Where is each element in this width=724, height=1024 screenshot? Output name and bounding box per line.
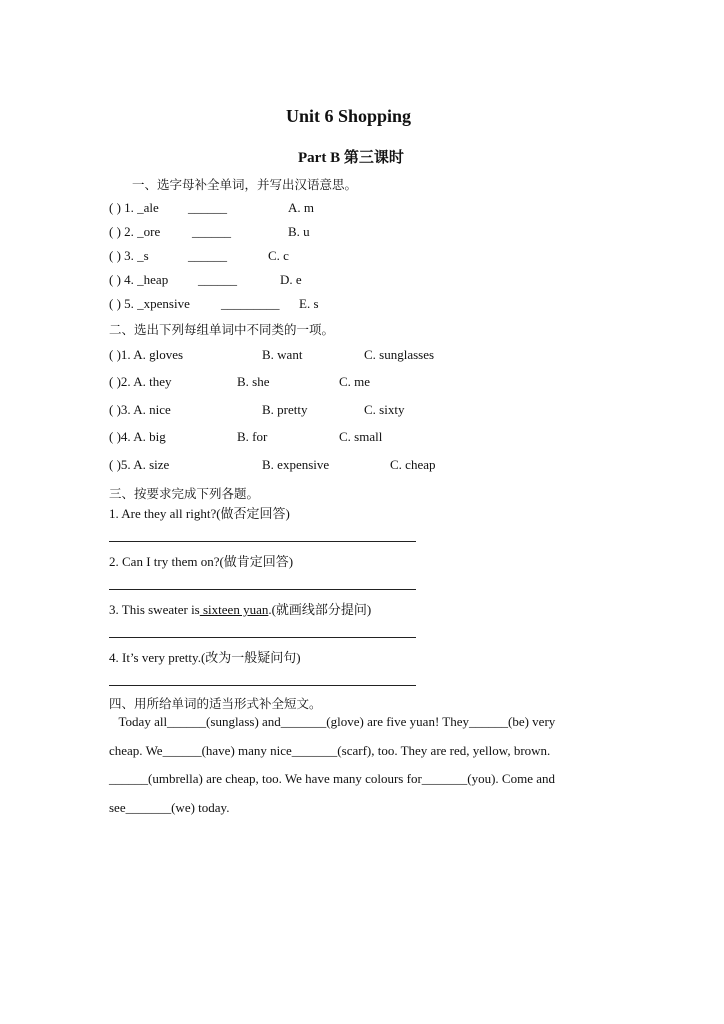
s2-item2-c: C. me (339, 374, 371, 389)
s3-q3-instruction: .(就画线部分提问) (268, 602, 372, 617)
section1-heading: 一、选字母补全单词，并写出汉语意思。 (132, 177, 358, 192)
s4-paragraph-line4: see_______(we) today. (109, 800, 230, 815)
s2-item5-c: C. cheap (390, 457, 436, 472)
s2-item4-a: ( )4. A. big (109, 429, 166, 444)
s2-item5-a: ( )5. A. size (109, 457, 170, 472)
s3-answer-line2 (109, 589, 416, 590)
s1-item2-option: B. u (288, 224, 310, 239)
section4-heading: 四、用所给单词的适当形式补全短文。 (109, 696, 322, 711)
s2-item3-b: B. pretty (262, 402, 308, 417)
s1-item1-option: A. m (288, 200, 314, 215)
s3-q3-underlined: sixteen yuan (199, 602, 269, 617)
s1-item3-option: C. c (268, 248, 289, 263)
s1-item1-bracket: ( ) 1. _ale (109, 200, 159, 215)
page-subtitle: Part B 第三课时 (298, 150, 404, 166)
s4-paragraph-line2: cheap. We______(have) many nice_______(scarf), too. They are red, yellow, brown. (109, 743, 551, 758)
page-title: Unit 6 Shopping (286, 106, 412, 126)
s2-item5-b: B. expensive (262, 457, 330, 472)
s1-item1-blank: ______ (188, 200, 227, 215)
s2-item4-c: C. small (339, 429, 383, 444)
s2-item1-c: C. sunglasses (364, 347, 435, 362)
s1-item5-option: E. s (299, 296, 319, 311)
s3-question4: 4. It’s very pretty.(改为一般疑问句) (109, 650, 301, 665)
s3-answer-line3 (109, 637, 416, 638)
s4-paragraph-line3: ______(umbrella) are cheap, too. We have many colours for_______(you). Come and (109, 771, 555, 786)
s2-item2-b: B. she (237, 374, 270, 389)
s1-item3-blank: ______ (188, 248, 227, 263)
s2-item1-a: ( )1. A. gloves (109, 347, 184, 362)
s2-item2-a: ( )2. A. they (109, 374, 172, 389)
s1-item5-bracket: ( ) 5. _xpensive (109, 296, 190, 311)
s3-question1: 1. Are they all right?(做否定回答) (109, 506, 290, 521)
s1-item4-bracket: ( ) 4. _heap (109, 272, 169, 287)
s1-item3-bracket: ( ) 3. _s (109, 248, 149, 263)
s2-item3-c: C. sixty (364, 402, 405, 417)
s1-item4-option: D. e (280, 272, 302, 287)
section3-heading: 三、按要求完成下列各题。 (109, 486, 260, 501)
s2-item1-b: B. want (262, 347, 303, 362)
s1-item4-blank: ______ (198, 272, 237, 287)
s3-answer-line1 (109, 541, 416, 542)
s4-paragraph-line1: Today all______(sunglass) and_______(glove) are five yuan! They______(be) very (109, 714, 556, 729)
s3-question2: 2. Can I try them on?(做肯定回答) (109, 554, 294, 569)
s2-item3-a: ( )3. A. nice (109, 402, 171, 417)
s1-item5-blank: _________ (221, 296, 280, 311)
s3-q3-text: 3. This sweater is (109, 602, 200, 617)
s3-answer-line4 (109, 685, 416, 686)
section2-heading: 二、选出下列每组单词中不同类的一项。 (109, 322, 335, 337)
s1-item2-blank: ______ (192, 224, 231, 239)
s3-question3 (109, 599, 371, 618)
s1-item2-bracket: ( ) 2. _ore (109, 224, 161, 239)
s2-item4-b: B. for (237, 429, 268, 444)
